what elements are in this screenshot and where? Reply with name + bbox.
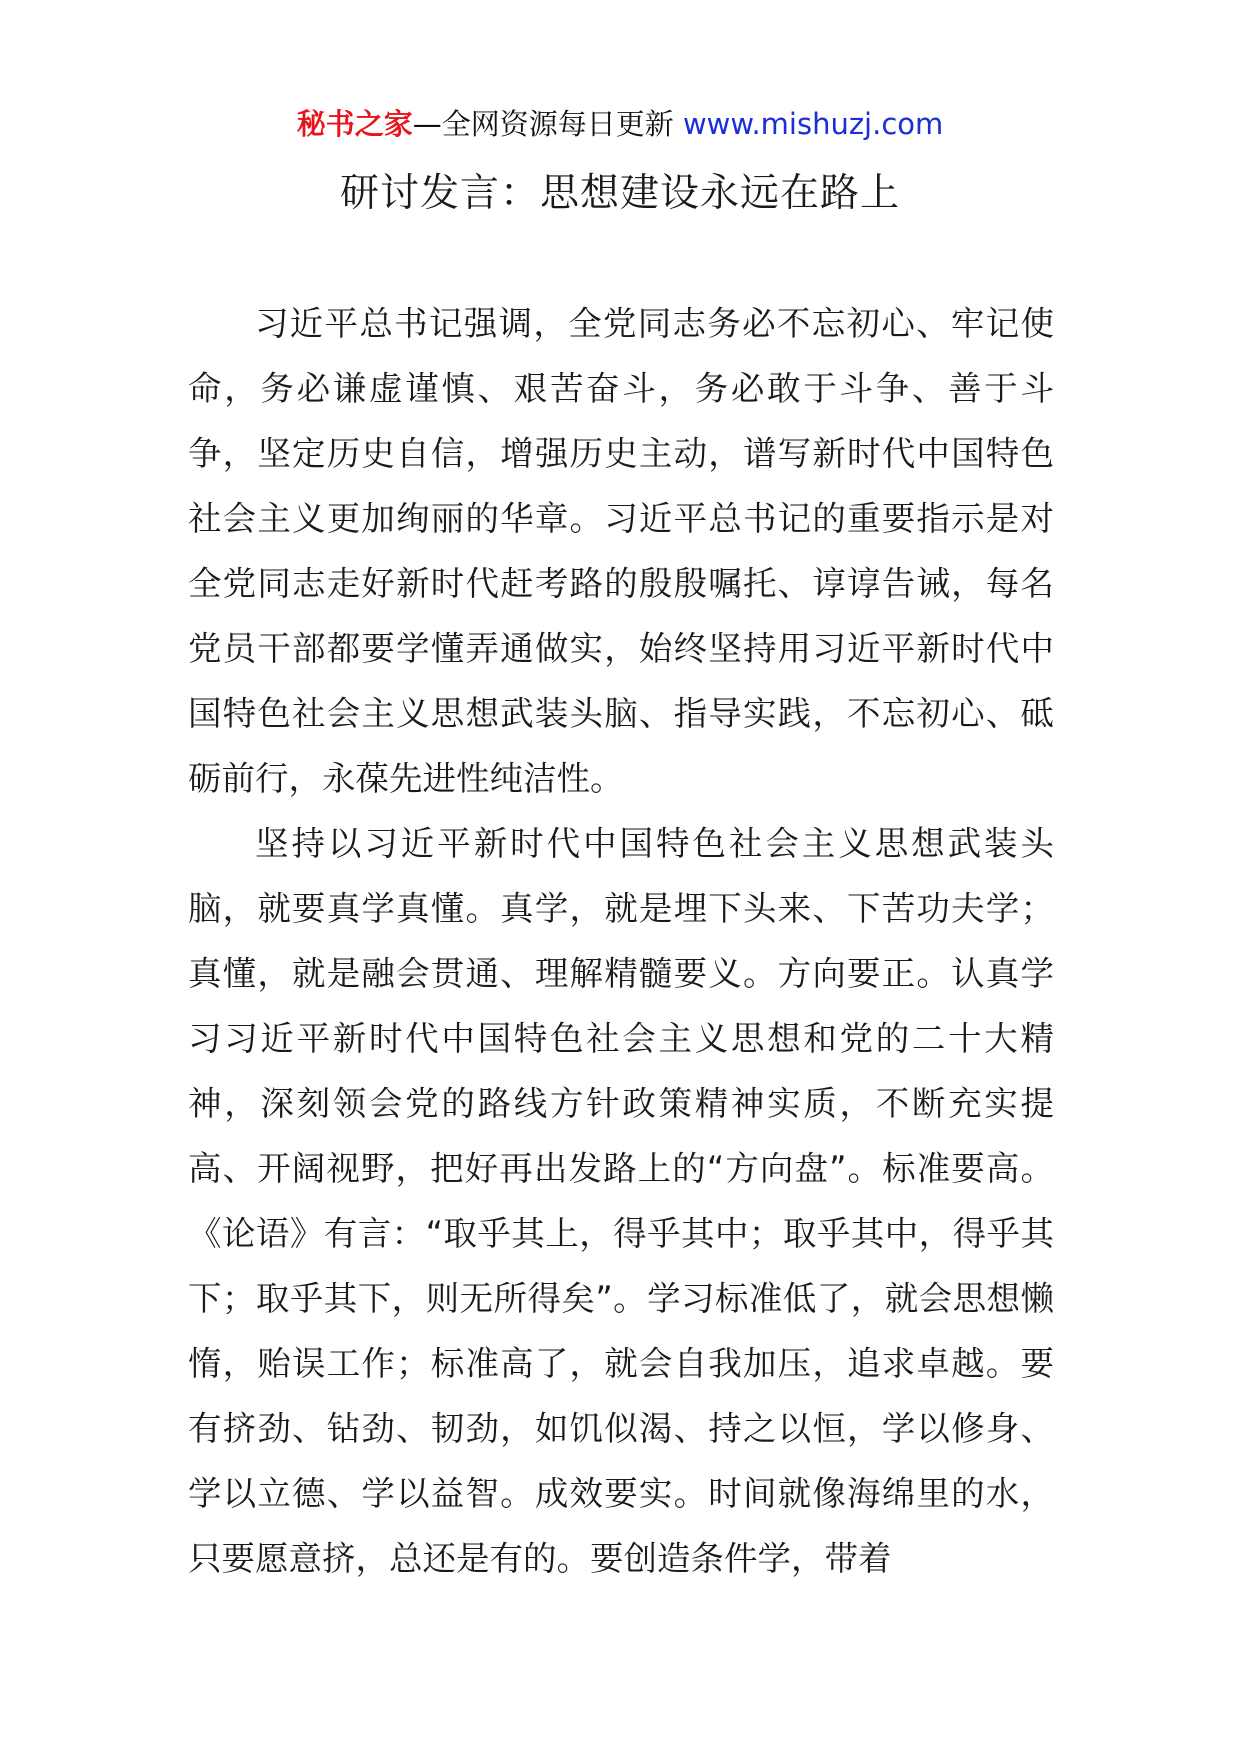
paragraph-1: 习近平总书记强调，全党同志务必不忘初心、牢记使命，务必谦虚谨慎、艰苦奋斗，务必敢于斗争、善于斗争，坚定历史自信，增强历史主动，谱写新时代中国特色社会主义更加绚丽的华章。习近平总书记的重要指示是对全党同志走好新时代赶考路的殷殷嘱托、谆谆告诫，每名党员干部都要学懂弄通做实，始终坚持用习近平新时代中国特色社会主义思想武装头脑、指导实践，不忘初心、砥砺前行，永葆先进性纯洁性。 xyxy=(188,304,1054,798)
header-slogan: —全网资源每日更新 xyxy=(412,107,674,141)
brand-name: 秘书之家 xyxy=(296,107,413,141)
site-url-link[interactable]: www.mishuzj.com xyxy=(682,107,944,141)
paragraph-2: 坚持以习近平新时代中国特色社会主义思想武装头脑，就要真学真懂。真学，就是埋下头来、下苦功夫学；真懂，就是融会贯通、理解精髓要义。方向要正。认真学习习近平新时代中国特色社会主义思想和党的二十大精神，深刻领会党的路线方针政策精神实质，不断充实提高、开阔视野，把好再出发路上的“方向盘”。标准要高。《论语》有言：“取乎其上，得乎其中；取乎其中，得乎其下；取乎其下，则无所得矣”。学习标准低了，就会思想懒惰，贻误工作；标准高了，就会自我加压，追求卓越。要有挤劲、钻劲、韧劲，如饥似渴、持之以恒，学以修身、学以立德、学以益智。成效要实。时间就像海绵里的水，只要愿意挤，总还是有的。要创造条件学，带着 xyxy=(188,824,1054,1578)
document-body xyxy=(188,291,1054,1591)
site-header xyxy=(0,104,1240,144)
document-title: 研讨发言：思想建设永远在路上 xyxy=(339,171,900,216)
